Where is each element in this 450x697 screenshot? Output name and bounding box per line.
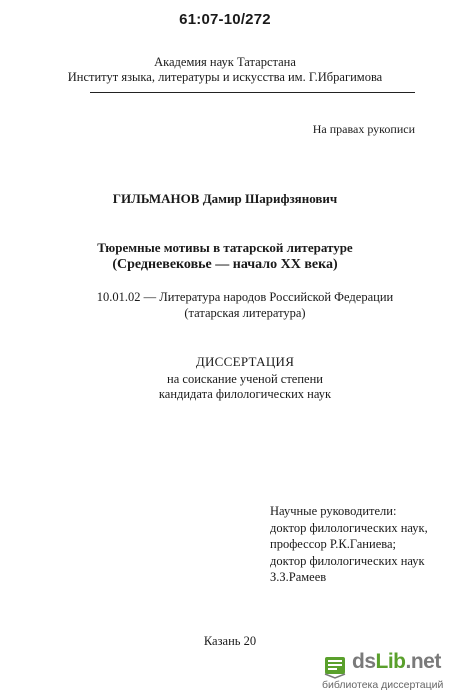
manuscript-note: На правах рукописи bbox=[312, 122, 415, 136]
logo-subtitle: библиотека диссертаций bbox=[322, 679, 444, 691]
document-type: ДИССЕРТАЦИЯ bbox=[195, 354, 295, 369]
degree-name: кандидата филологических наук bbox=[158, 387, 332, 401]
specialty-detail: (татарская литература) bbox=[184, 306, 306, 320]
logo-wordmark bbox=[352, 650, 441, 674]
dslib-logo bbox=[322, 650, 450, 697]
organization-name: Академия наук Татарстана bbox=[154, 55, 296, 69]
institute-name: Институт языка, литературы и искусства им. Г.Ибрагимова bbox=[67, 70, 383, 84]
author-name: ГИЛЬМАНОВ Дамир Шарифзянович bbox=[112, 191, 338, 206]
catalog-number: 61:07-10/272 bbox=[179, 11, 271, 28]
supervisors-block bbox=[270, 503, 450, 586]
thesis-subtitle: (Средневековье — начало XX века) bbox=[112, 257, 338, 272]
city-year: Казань 20 bbox=[203, 634, 257, 648]
header-divider bbox=[90, 92, 415, 93]
book-icon bbox=[322, 653, 348, 679]
degree-purpose: на соискание ученой степени bbox=[167, 372, 323, 386]
supervisor-1-name: профессор Р.К.Ганиева; bbox=[270, 537, 396, 551]
supervisor-2-degree: доктор филологических наук bbox=[270, 553, 425, 568]
logo-text-net: .net bbox=[405, 650, 441, 673]
logo-text-ds: ds bbox=[352, 650, 376, 673]
supervisor-1-degree: доктор филологических наук, bbox=[270, 520, 428, 535]
thesis-title: Тюремные мотивы в татарской литературе bbox=[97, 240, 353, 255]
supervisor-2-name: З.З.Рамеев bbox=[270, 570, 327, 584]
logo-text-lib: Lib bbox=[375, 650, 406, 673]
specialty-code: 10.01.02 — Литература народов Российской Федерации bbox=[96, 290, 394, 304]
supervisors-heading: Научные руководители: bbox=[270, 504, 397, 518]
